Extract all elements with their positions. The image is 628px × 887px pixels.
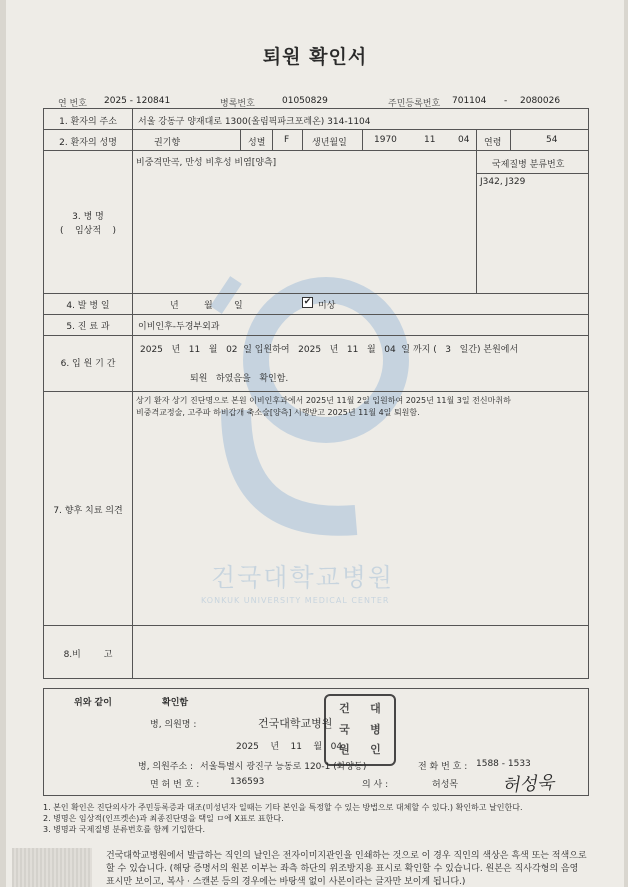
diagnosis-sublabel: ( 임상적 ) [60,226,116,236]
diagnosis-label: 3. 병 명 [72,212,104,222]
footer-line-1: 건국대학교병원에서 발급하는 직인의 날인은 전자이미지관인을 인쇄하는 것으로 이 경우 직인의 색상은 흑색 또는 적색으로 [106,851,587,861]
serial-value: 2025 - 120841 [104,96,171,106]
name-label: 2. 환자의 성명 [59,138,117,148]
watermark-text: 건국대학교병원 [211,563,395,592]
onset-unknown-label: 미상 [318,301,336,311]
admission-period-line: 2025 년 11 월 02 일 입원하여 2025 년 11 월 04 일 까지 ( 3 일간) 본원에서 [140,345,519,355]
name-value: 권기향 [154,138,181,148]
watermark-subtext: KONKUK UNIVERSITY MEDICAL CENTER [201,596,390,605]
note-1: 1. 본인 확인은 진단의사가 주민등록증과 대조(미성년자 일때는 기타 본인을 특정할 수 있는 방법으로 대체할 수 있다.) 확인하고 날인한다. [43,803,523,812]
footer-disclaimer [106,850,587,887]
onset-day-unit: 일 [234,301,243,311]
hospital-name-label: 병, 의원명 : [150,720,197,730]
dob-month: 11 [424,135,436,145]
rrn-label: 주민등록번호 [388,99,441,109]
rrn-dash: - [504,96,508,106]
onset-month-unit: 월 [204,301,213,311]
onset-unknown-checkbox[interactable]: ✔ [303,297,312,307]
remarks-label: 8.비 고 [63,650,113,660]
department-value: 이비인후-두경부외과 [138,322,220,332]
opinion-line-1: 상기 환자 상기 진단명으로 본원 이비인후과에서 2025년 11월 2일 입원하여 2025년 11월 3일 전신마취하 [136,396,511,405]
department-label: 5. 진 료 과 [66,322,110,332]
rrn-back: 2080026 [520,96,561,106]
serial-label: 연 번호 [58,99,87,109]
seal-char: 원 [339,743,350,757]
note-3: 3. 병명과 국제질병 분류번호를 함께 기입한다. [43,825,205,834]
seal-char: 병 [370,722,381,736]
icd-code-header: 국제질병 분류번호 [492,160,565,170]
doctor-value: 허성목 [432,780,459,790]
rrn-front: 701104 [452,96,487,106]
age-value: 54 [546,135,558,145]
doctor-signature: 허성욱 [501,772,555,797]
anti-forgery-mark [12,848,92,887]
license-label: 면 허 번 호 : [150,780,200,790]
document-title: 퇴원 확인서 [262,46,368,68]
icd-code-value: J342, J329 [480,177,526,187]
dob-year: 1970 [374,135,397,145]
address-value: 서울 강동구 양재대로 1300(올림픽파크포레온) 314-1104 [138,117,371,127]
onset-label: 4. 발 병 일 [66,301,110,311]
hospital-address-label: 병, 의원주소 : [138,762,194,772]
opinion-label: 7. 향후 치료 의견 [53,506,123,516]
record-label: 병록번호 [220,99,255,109]
sex-label: 성별 [248,138,266,148]
note-2: 2. 병명은 임상적(인프켓손)과 최종진단명을 택일 ㅁ에 X표로 표한다. [43,814,284,823]
age-label: 연령 [484,138,502,148]
seal-char: 국 [339,722,350,736]
hospital-name-value: 건국대학교병원 [258,717,333,730]
footer-line-3: 표시만 보이고, 복사 · 스캔본 등의 경우에는 바탕색 없이 사본이라는 글자만 보이게 됩니다.) [106,877,466,887]
license-value: 136593 [230,777,265,787]
diagnosis-value: 비중격만곡, 만성 비후성 비염[양측] [136,158,277,168]
record-value: 01050829 [282,96,328,106]
main-info-table [43,108,589,679]
issue-date: 2025 년 11 월 04 [236,742,343,752]
dob-day: 04 [458,135,470,145]
phone-value: 1588 - 1533 [476,759,531,769]
admission-confirm-line: 퇴원 하였음을 확인함. [190,374,289,384]
hospital-address-value: 서울특별시 광진구 능동로 120-1 (화양동) [200,762,367,772]
footer-line-2: 할 수 있습니다. (해당 증명서의 원본 이부는 좌측 하단의 위조방지용 표시로 확인할 수 있습니다. 원본은 직사각형의 음영 [106,864,579,874]
confirm-heading-right: 확인함 [162,698,189,708]
hospital-seal-stamp [324,694,396,766]
doctor-label: 의 사 : [362,780,389,790]
address-label: 1. 환자의 주소 [59,117,117,127]
phone-label: 전 화 번 호 : [418,762,468,772]
certificate-paper [6,0,624,887]
opinion-line-2: 비중격교정술, 고주파 하비갑개 축소술[양측] 시행받고 2025년 11월 4일 퇴원함. [136,408,420,417]
sex-value: F [284,135,290,145]
admission-label: 6. 입 원 기 간 [60,359,116,369]
onset-year-unit: 년 [170,301,179,311]
notes-section [43,802,523,835]
confirm-heading-left: 위와 같이 [74,698,112,708]
seal-char: 인 [370,743,381,757]
seal-char: 대 [370,702,381,715]
dob-label: 생년월일 [312,138,347,148]
seal-char: 건 [339,702,350,715]
